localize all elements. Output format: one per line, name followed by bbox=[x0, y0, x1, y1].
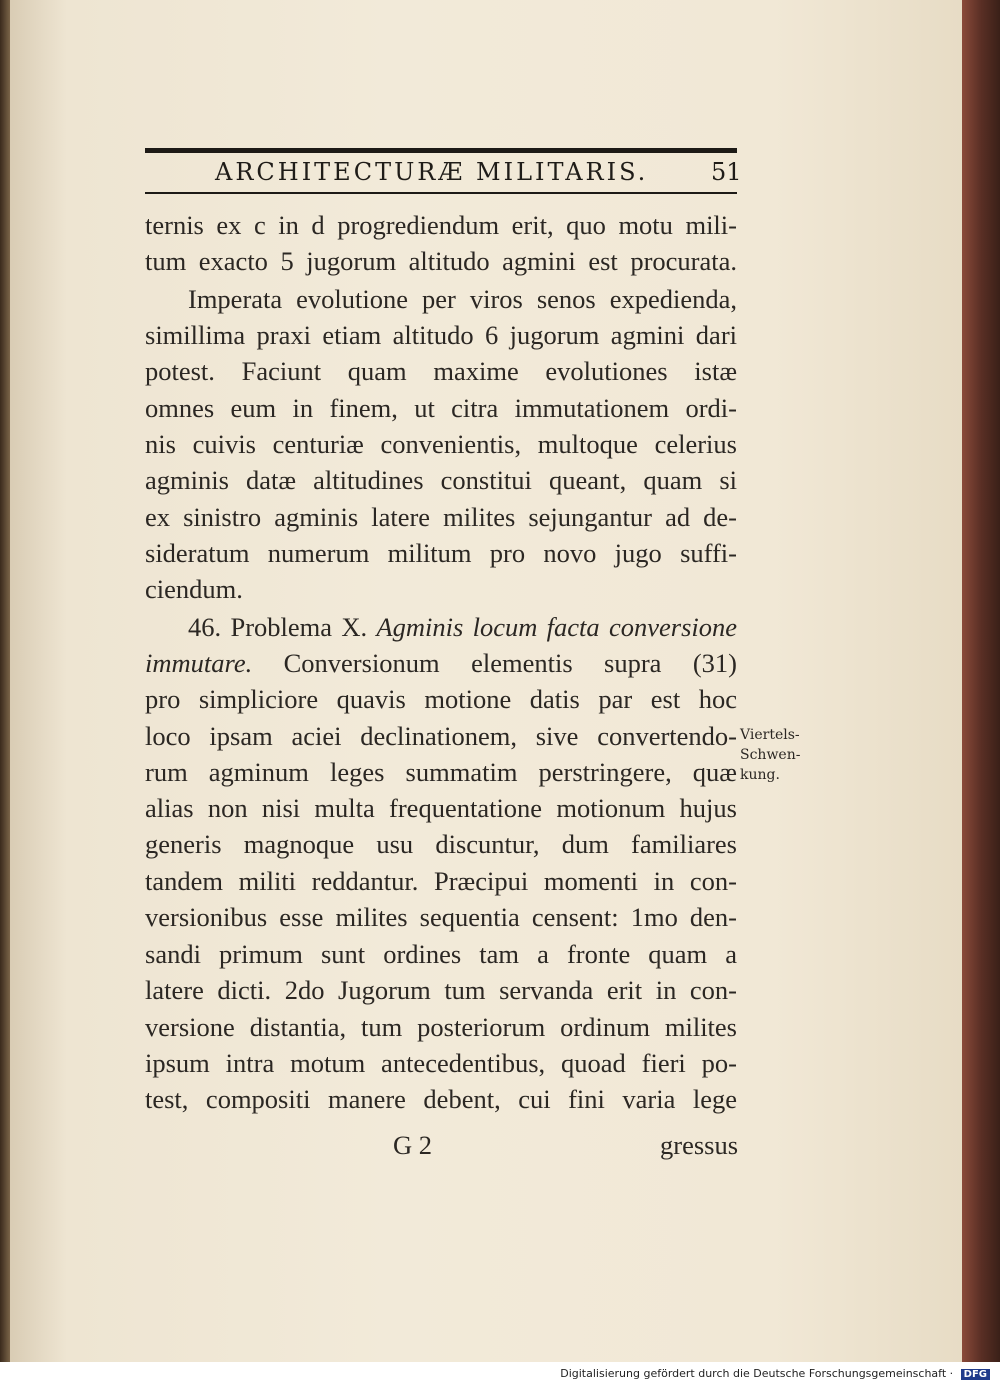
text-line: ternis ex c in d progrediendum erit, quo motu mili- bbox=[145, 210, 737, 240]
text-line: test, compositi manere debent, cui fini varia lege bbox=[145, 1084, 737, 1114]
margin-note-line: Viertels- bbox=[740, 727, 800, 743]
text-line: sideratum numerum militum pro novo jugo suffi- bbox=[145, 538, 737, 568]
text-line: potest. Faciunt quam maxime evolutiones istæ bbox=[145, 356, 737, 386]
text-line: rum agminum leges summatim perstringere, quæ bbox=[145, 757, 737, 787]
text-line: simillima praxi etiam altitudo 6 jugorum agmini dari bbox=[145, 320, 737, 350]
text-line: Imperata evolutione per viros senos expedienda, bbox=[188, 284, 737, 314]
text-line: nis cuivis centuriæ convenientis, multoque celerius bbox=[145, 429, 737, 459]
digitization-credit bbox=[560, 1367, 990, 1380]
text-line: tum exacto 5 jugorum altitudo agmini est procurata. bbox=[145, 246, 737, 276]
problem-title-end: immutare. bbox=[145, 648, 253, 678]
book-edge bbox=[962, 0, 1000, 1362]
text-line: omnes eum in finem, ut citra immutationem ordi- bbox=[145, 393, 737, 423]
signature-mark: G 2 bbox=[393, 1130, 433, 1160]
running-head: ARCHITECTURÆ MILITARIS. bbox=[215, 158, 649, 186]
margin-note-line: Schwen- bbox=[740, 747, 801, 763]
problem-number: 46. bbox=[188, 612, 222, 642]
book-gutter bbox=[0, 0, 10, 1362]
text-line: ciendum. bbox=[145, 574, 243, 604]
credit-text: Digitalisierung gefördert durch die Deutsche Forschungsgemeinschaft · bbox=[560, 1367, 954, 1380]
margin-note-line: kung. bbox=[740, 767, 780, 783]
text-line: pro simpliciore quavis motione datis par est hoc bbox=[145, 684, 737, 714]
text-line bbox=[145, 648, 737, 678]
text-line: latere dicti. 2do Jugorum tum servanda erit in con- bbox=[145, 975, 737, 1005]
dfg-logo: DFG bbox=[961, 1369, 990, 1380]
catchword: gressus bbox=[660, 1130, 739, 1160]
problem-label: Problema X. bbox=[230, 612, 368, 642]
text-span: Conversionum elementis supra (31) bbox=[283, 648, 737, 678]
text-line: versione distantia, tum posteriorum ordinum milites bbox=[145, 1012, 737, 1042]
text-line: alias non nisi multa frequentatione motionum hujus bbox=[145, 793, 737, 823]
paper-page bbox=[10, 0, 962, 1362]
problem-title: Agminis locum facta conversione bbox=[376, 612, 738, 642]
header-rule-top bbox=[145, 148, 737, 153]
text-line: generis magnoque usu discuntur, dum familiares bbox=[145, 829, 737, 859]
text-line: loco ipsam aciei declinationem, sive convertendo- bbox=[145, 721, 737, 751]
text-line: versionibus esse milites sequentia censent: 1mo den- bbox=[145, 902, 737, 932]
text-line: agminis datæ altitudines constitui queant, quam si bbox=[145, 465, 737, 495]
text-line: ipsum intra motum antecedentibus, quoad fieri po- bbox=[145, 1048, 737, 1078]
text-line: ex sinistro agminis latere milites sejungantur ad de- bbox=[145, 502, 737, 532]
page-number: 51 bbox=[711, 158, 742, 186]
text-line: tandem militi reddantur. Præcipui momenti in con- bbox=[145, 866, 737, 896]
header-rule-bottom bbox=[145, 192, 737, 194]
text-line: sandi primum sunt ordines tam a fronte quam a bbox=[145, 939, 737, 969]
problem-heading-line bbox=[188, 612, 737, 642]
